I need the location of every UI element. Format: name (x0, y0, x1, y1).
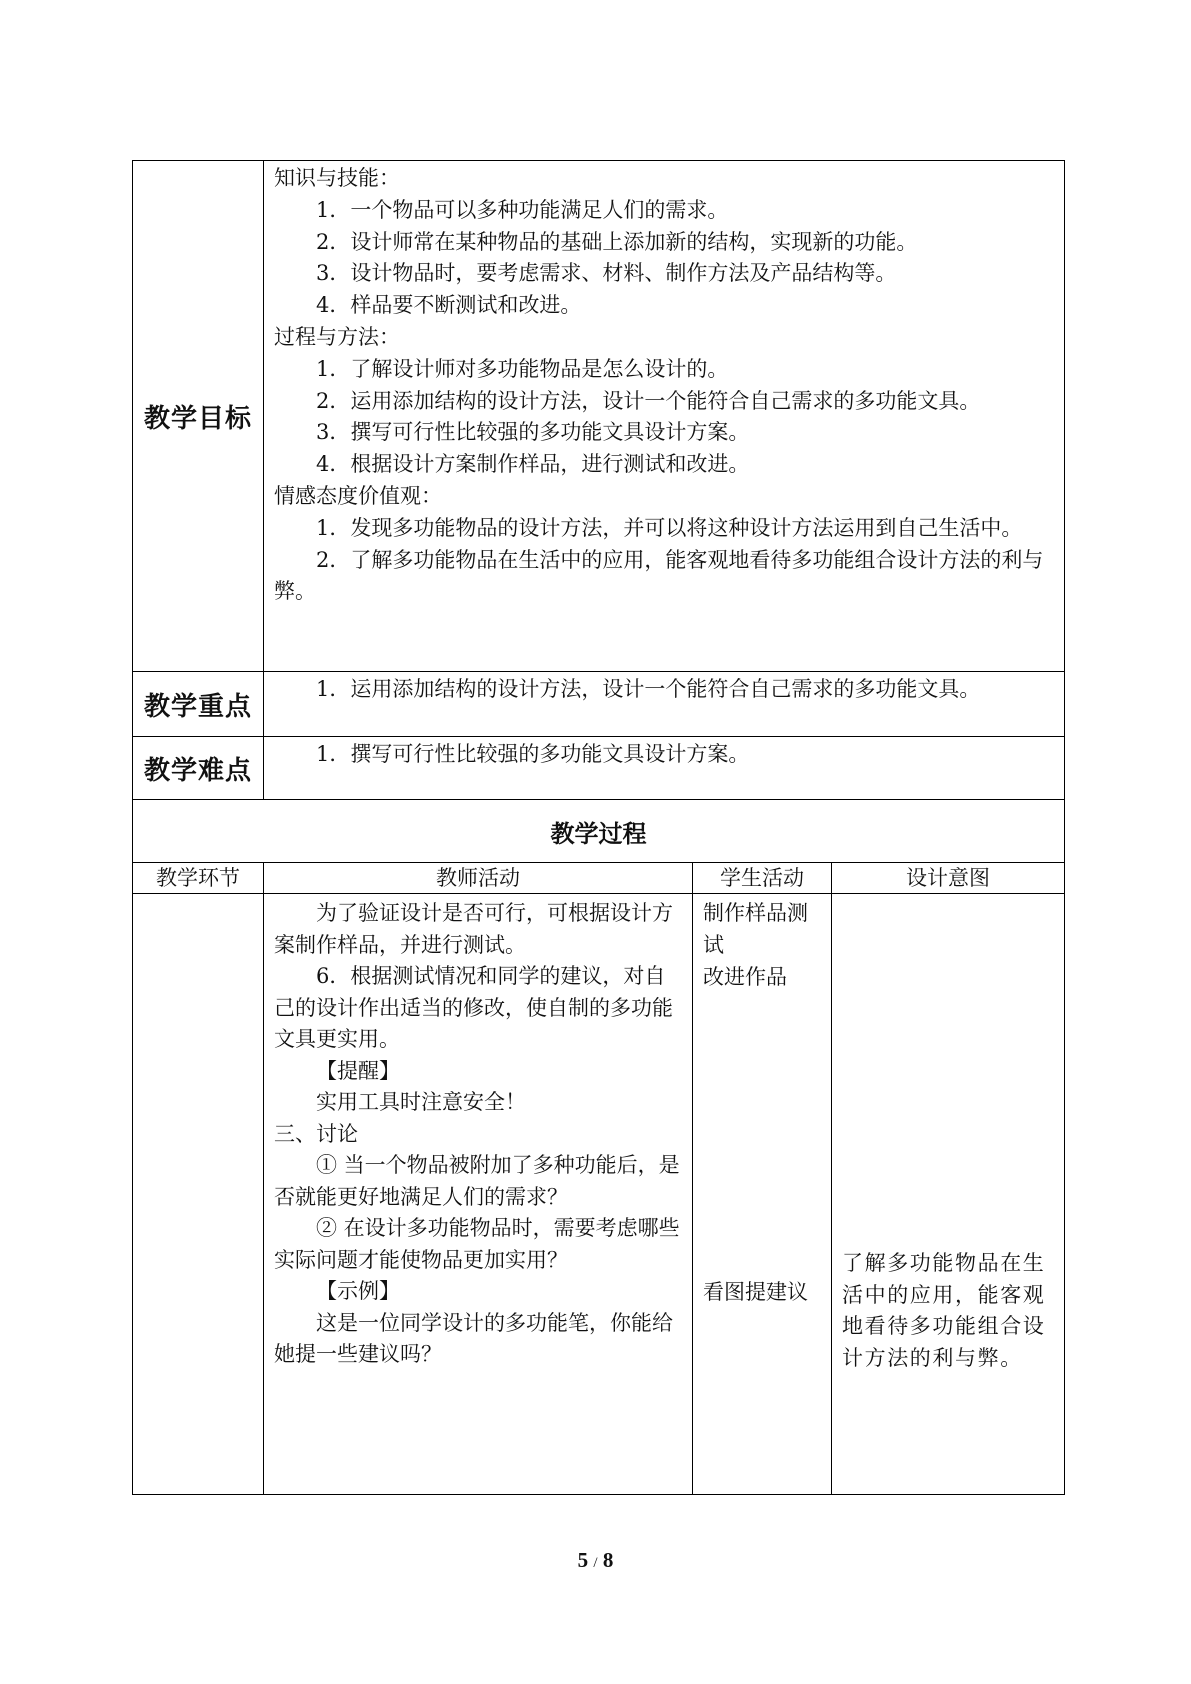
objectives-heading-1: 知识与技能： (274, 166, 400, 190)
objective-item: 2．设计师常在某种物品的基础上添加新的结构，实现新的功能。 (316, 229, 918, 254)
difficulty-cell (264, 737, 1065, 800)
objective-item: 4．样品要不断测试和改进。 (316, 293, 582, 318)
teacher-line: ① 当一个物品被附加了多种功能后，是否就能更好地满足人们的需求？ (274, 1153, 680, 1209)
objective-item: 1．了解设计师对多功能物品是怎么设计的。 (316, 356, 729, 381)
column-header: 教师活动 (264, 863, 693, 894)
objective-item: 1．发现多功能物品的设计方法，并可以将这种设计方法运用到自己生活中。 (316, 515, 1023, 540)
objective-item: 1．一个物品可以多种功能满足人们的需求。 (316, 197, 729, 222)
key-point-label: 教学重点 (133, 672, 264, 737)
key-point-row (133, 672, 1065, 737)
column-header: 设计意图 (832, 863, 1065, 894)
process-title-row (133, 800, 1065, 863)
objectives-row (133, 161, 1065, 672)
objectives-label: 教学目标 (133, 161, 264, 672)
objective-item: 2．了解多功能物品在生活中的应用，能客观地看待多功能组合设计方法的利与弊。 (274, 547, 1044, 604)
student-activity-cell (693, 894, 832, 1495)
key-point-text: 1．运用添加结构的设计方法，设计一个能符合自己需求的多功能文具。 (316, 677, 981, 701)
objectives-content (264, 161, 1065, 672)
teacher-line: 三、讨论 (274, 1121, 358, 1146)
page-separator: / (593, 1555, 598, 1571)
objective-item: 3．设计物品时，要考虑需求、材料、制作方法及产品结构等。 (316, 261, 897, 286)
student-spacer (703, 994, 821, 1277)
column-header: 教学环节 (133, 863, 264, 894)
objectives-heading-3: 情感态度价值观： (274, 483, 442, 508)
objective-item: 2．运用添加结构的设计方法，设计一个能符合自己需求的多功能文具。 (316, 388, 981, 413)
objectives-heading-2: 过程与方法： (274, 324, 400, 349)
teacher-line: 【提醒】 (316, 1058, 400, 1083)
teacher-line: 【示例】 (316, 1279, 400, 1303)
teacher-line: 6．根据测试情况和同学的建议，对自己的设计作出适当的修改，使自制的多功能文具更实用。 (274, 964, 673, 1051)
student-activity: 制作样品测试 (703, 901, 808, 957)
objective-item: 3．撰写可行性比较强的多功能文具设计方案。 (316, 420, 750, 445)
lesson-plan-table (132, 160, 1065, 1495)
teacher-activity-cell (264, 894, 693, 1495)
process-body-row (133, 894, 1065, 1495)
objective-item: 4．根据设计方案制作样品，进行测试和改进。 (316, 452, 750, 477)
teacher-line: 这是一位同学设计的多功能笔，你能给她提一些建议吗？ (274, 1310, 673, 1366)
design-intent-cell (832, 894, 1065, 1495)
column-header: 学生活动 (693, 863, 832, 894)
difficulty-row (133, 737, 1065, 800)
teacher-line: 实用工具时注意安全！ (316, 1090, 526, 1114)
teacher-line: ② 在设计多功能物品时，需要考虑哪些实际问题才能使物品更加实用？ (274, 1216, 680, 1272)
process-title: 教学过程 (133, 800, 1065, 863)
teacher-line: 为了验证设计是否可行，可根据设计方案制作样品，并进行测试。 (274, 901, 673, 957)
student-activity: 改进作品 (703, 965, 787, 989)
current-page: 5 (577, 1548, 589, 1572)
key-point-cell (264, 672, 1065, 737)
process-header-row (133, 863, 1065, 894)
page-number (0, 1548, 1191, 1573)
process-stage-cell (133, 894, 264, 1495)
difficulty-text: 1．撰写可行性比较强的多功能文具设计方案。 (316, 742, 750, 766)
design-intent-text: 了解多功能物品在生活中的应用，能客观地看待多功能组合设计方法的利与弊。 (842, 1251, 1046, 1370)
difficulty-label: 教学难点 (133, 737, 264, 800)
student-activity: 看图提建议 (703, 1279, 808, 1304)
total-pages: 8 (602, 1548, 614, 1572)
